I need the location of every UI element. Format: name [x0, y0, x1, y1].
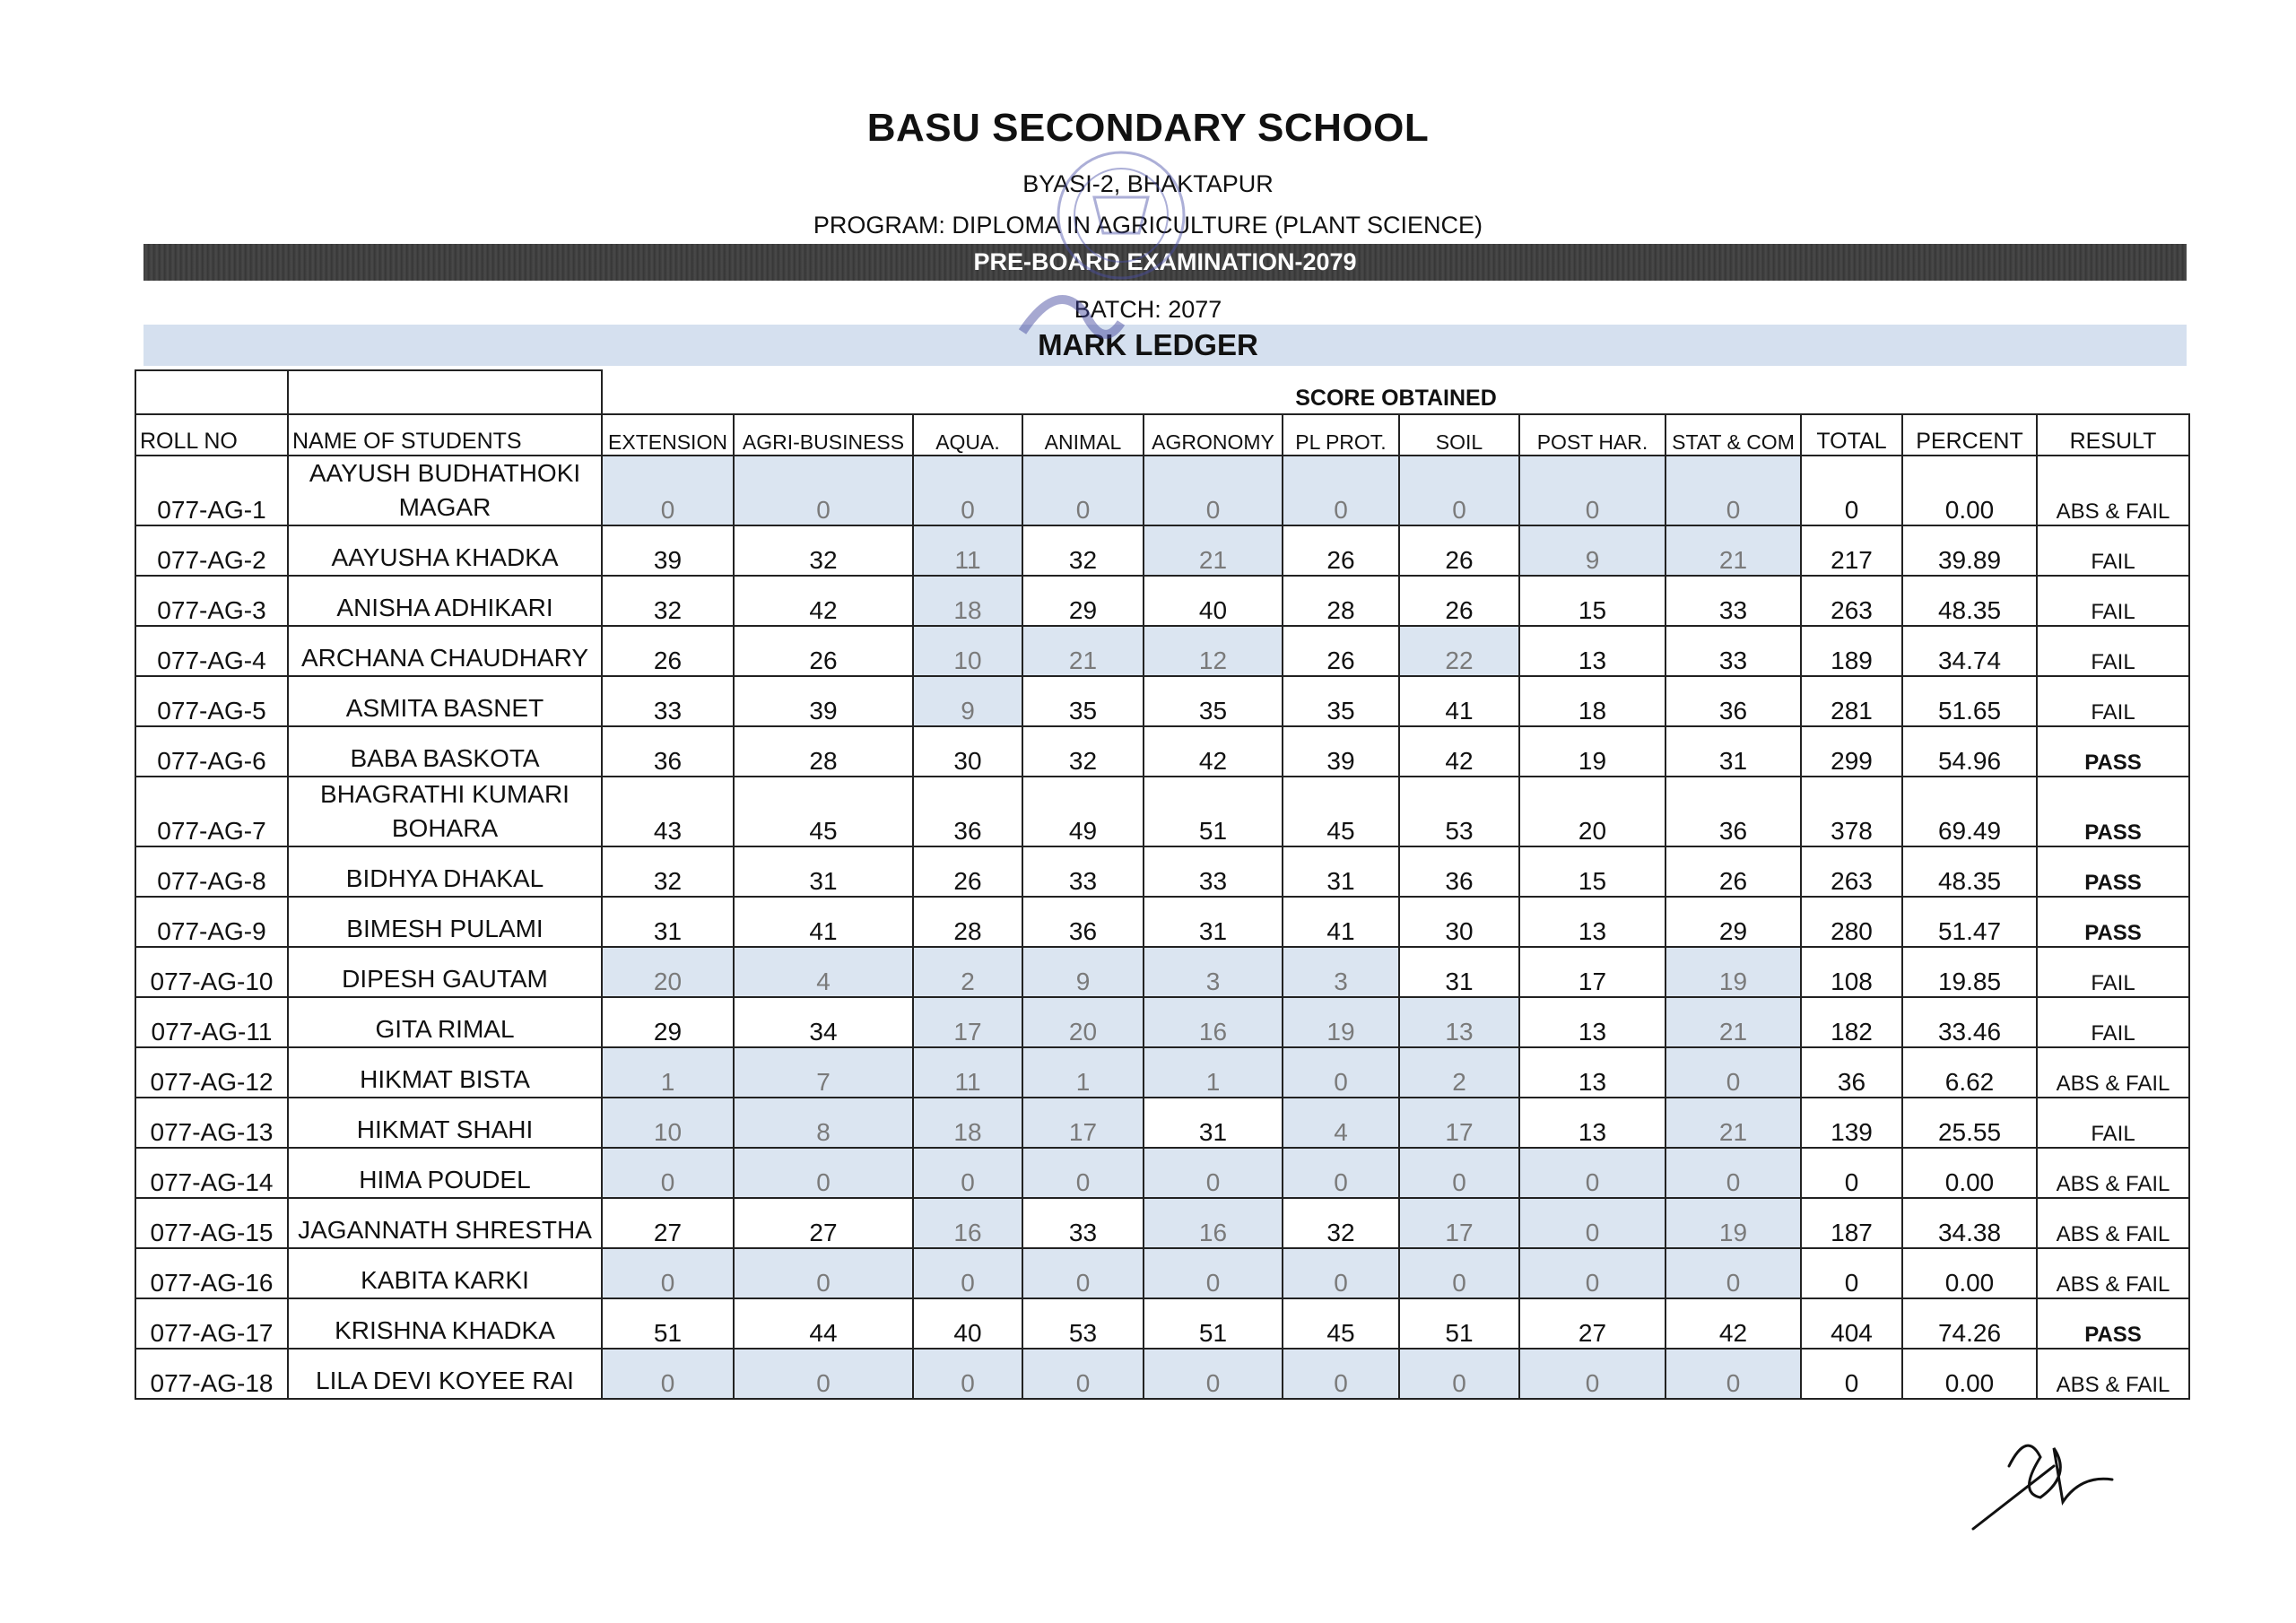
- student-name-cell: AAYUSH BUDHATHOKI MAGAR: [288, 456, 602, 525]
- result-cell: ABS & FAIL: [2037, 1248, 2189, 1298]
- result-cell: FAIL: [2037, 676, 2189, 726]
- subject-mark-cell: 28: [913, 897, 1022, 947]
- subject-mark-cell: 1: [1144, 1047, 1283, 1098]
- subject-mark-cell: 4: [1283, 1098, 1399, 1148]
- subject-mark-cell: 0: [734, 1148, 913, 1198]
- subject-mark-cell: 32: [602, 846, 734, 897]
- subject-mark-cell: 39: [734, 676, 913, 726]
- subject-mark-cell: 0: [913, 456, 1022, 525]
- subject-mark-cell: 42: [734, 576, 913, 626]
- school-address: BYASI-2, BHAKTAPUR: [1022, 170, 1274, 197]
- roll-no-cell: 077-AG-12: [135, 1047, 288, 1098]
- subject-mark-cell: 26: [1283, 525, 1399, 576]
- subject-mark-cell: 21: [1665, 1098, 1801, 1148]
- subject-mark-cell: 51: [1144, 777, 1283, 846]
- roll-no-cell: 077-AG-7: [135, 777, 288, 846]
- subject-mark-cell: 17: [1399, 1098, 1519, 1148]
- subject-mark-cell: 45: [1283, 1298, 1399, 1349]
- subject-mark-cell: 42: [1144, 726, 1283, 777]
- percent-cell: 0.00: [1902, 1349, 2037, 1399]
- subject-mark-cell: 19: [1665, 1198, 1801, 1248]
- student-name-cell: GITA RIMAL: [288, 997, 602, 1047]
- subject-mark-cell: 10: [602, 1098, 734, 1148]
- subject-mark-cell: 13: [1519, 626, 1665, 676]
- subject-mark-cell: 0: [1283, 1349, 1399, 1399]
- subject-mark-cell: 33: [1022, 1198, 1144, 1248]
- student-name-cell: ASMITA BASNET: [288, 676, 602, 726]
- subject-mark-cell: 0: [734, 1349, 913, 1399]
- subject-mark-cell: 16: [1144, 1198, 1283, 1248]
- table-row: [135, 676, 2189, 726]
- roll-no-cell: 077-AG-2: [135, 525, 288, 576]
- roll-no-cell: 077-AG-17: [135, 1298, 288, 1349]
- subject-mark-cell: 30: [913, 726, 1022, 777]
- subject-mark-cell: 10: [913, 626, 1022, 676]
- student-name-cell: DIPESH GAUTAM: [288, 947, 602, 997]
- student-name-cell: BHAGRATHI KUMARI BOHARA: [288, 777, 602, 846]
- subject-mark-cell: 7: [734, 1047, 913, 1098]
- school-name: BASU SECONDARY SCHOOL: [866, 106, 1430, 150]
- col-subject: PL PROT.: [1283, 414, 1399, 456]
- percent-cell: 0.00: [1902, 1148, 2037, 1198]
- subject-mark-cell: 0: [602, 456, 734, 525]
- subject-mark-cell: 19: [1665, 947, 1801, 997]
- total-cell: 217: [1801, 525, 1902, 576]
- subject-mark-cell: 45: [1283, 777, 1399, 846]
- total-cell: 0: [1801, 1349, 1902, 1399]
- percent-cell: 34.38: [1902, 1198, 2037, 1248]
- total-cell: 139: [1801, 1098, 1902, 1148]
- subject-mark-cell: 32: [1022, 525, 1144, 576]
- subject-mark-cell: 0: [1665, 1047, 1801, 1098]
- col-subject: AGRONOMY: [1144, 414, 1283, 456]
- percent-cell: 51.65: [1902, 676, 2037, 726]
- subject-mark-cell: 31: [1144, 897, 1283, 947]
- roll-no-cell: 077-AG-1: [135, 456, 288, 525]
- subject-mark-cell: 13: [1399, 997, 1519, 1047]
- subject-mark-cell: 29: [1022, 576, 1144, 626]
- subject-mark-cell: 0: [1399, 1148, 1519, 1198]
- subject-mark-cell: 21: [1665, 525, 1801, 576]
- subject-mark-cell: 15: [1519, 846, 1665, 897]
- subject-mark-cell: 49: [1022, 777, 1144, 846]
- col-total: TOTAL: [1801, 414, 1902, 456]
- student-name-cell: HIKMAT BISTA: [288, 1047, 602, 1098]
- result-cell: ABS & FAIL: [2037, 1198, 2189, 1248]
- table-row: [135, 947, 2189, 997]
- subject-mark-cell: 20: [1519, 777, 1665, 846]
- subject-mark-cell: 36: [1665, 777, 1801, 846]
- result-cell: FAIL: [2037, 525, 2189, 576]
- subject-mark-cell: 0: [1519, 1148, 1665, 1198]
- subject-mark-cell: 31: [602, 897, 734, 947]
- result-cell: ABS & FAIL: [2037, 456, 2189, 525]
- col-subject: EXTENSION: [602, 414, 734, 456]
- col-subject: SOIL: [1399, 414, 1519, 456]
- roll-no-cell: 077-AG-8: [135, 846, 288, 897]
- percent-cell: 19.85: [1902, 947, 2037, 997]
- subject-mark-cell: 34: [734, 997, 913, 1047]
- subject-mark-cell: 27: [602, 1198, 734, 1248]
- percent-cell: 33.46: [1902, 997, 2037, 1047]
- subject-mark-cell: 51: [602, 1298, 734, 1349]
- percent-cell: 34.74: [1902, 626, 2037, 676]
- subject-mark-cell: 11: [913, 1047, 1022, 1098]
- subject-mark-cell: 0: [1665, 1248, 1801, 1298]
- subject-mark-cell: 0: [602, 1148, 734, 1198]
- percent-cell: 48.35: [1902, 846, 2037, 897]
- subject-mark-cell: 43: [602, 777, 734, 846]
- percent-cell: 51.47: [1902, 897, 2037, 947]
- total-cell: 263: [1801, 576, 1902, 626]
- subject-mark-cell: 0: [1283, 1148, 1399, 1198]
- subject-mark-cell: 42: [1399, 726, 1519, 777]
- subject-mark-cell: 53: [1399, 777, 1519, 846]
- subject-mark-cell: 0: [1519, 1349, 1665, 1399]
- roll-no-cell: 077-AG-11: [135, 997, 288, 1047]
- subject-mark-cell: 26: [1665, 846, 1801, 897]
- subject-mark-cell: 26: [913, 846, 1022, 897]
- subject-mark-cell: 20: [602, 947, 734, 997]
- roll-no-cell: 077-AG-6: [135, 726, 288, 777]
- student-name-cell: AAYUSHA KHADKA: [288, 525, 602, 576]
- subject-mark-cell: 32: [734, 525, 913, 576]
- student-name-cell: BIDHYA DHAKAL: [288, 846, 602, 897]
- exam-title: PRE-BOARD EXAMINATION-2079: [973, 248, 1357, 275]
- subject-mark-cell: 9: [1022, 947, 1144, 997]
- roll-no-cell: 077-AG-14: [135, 1148, 288, 1198]
- table-row: [135, 1098, 2189, 1148]
- table-row: [135, 525, 2189, 576]
- batch-label: BATCH: 2077: [1074, 296, 1222, 323]
- result-cell: FAIL: [2037, 997, 2189, 1047]
- subject-mark-cell: 0: [1022, 1148, 1144, 1198]
- subject-mark-cell: 41: [1283, 897, 1399, 947]
- table-row: [135, 456, 2189, 525]
- roll-no-cell: 077-AG-4: [135, 626, 288, 676]
- student-name-cell: LILA DEVI KOYEE RAI: [288, 1349, 602, 1399]
- subject-mark-cell: 18: [913, 1098, 1022, 1148]
- subject-mark-cell: 16: [913, 1198, 1022, 1248]
- table-row: [135, 1047, 2189, 1098]
- subject-mark-cell: 1: [1022, 1047, 1144, 1098]
- student-name-cell: BIMESH PULAMI: [288, 897, 602, 947]
- total-cell: 281: [1801, 676, 1902, 726]
- percent-cell: 74.26: [1902, 1298, 2037, 1349]
- percent-cell: 69.49: [1902, 777, 2037, 846]
- subject-mark-cell: 39: [1283, 726, 1399, 777]
- subject-mark-cell: 36: [913, 777, 1022, 846]
- subject-mark-cell: 32: [1022, 726, 1144, 777]
- subject-mark-cell: 0: [1283, 456, 1399, 525]
- subject-mark-cell: 31: [1283, 846, 1399, 897]
- roll-no-cell: 077-AG-5: [135, 676, 288, 726]
- student-name-cell: KRISHNA KHADKA: [288, 1298, 602, 1349]
- table-row: [135, 576, 2189, 626]
- subject-mark-cell: 32: [602, 576, 734, 626]
- subject-mark-cell: 11: [913, 525, 1022, 576]
- subject-mark-cell: 0: [1399, 456, 1519, 525]
- table-row: [135, 846, 2189, 897]
- mark-ledger-table: [135, 369, 2190, 1400]
- result-cell: PASS: [2037, 726, 2189, 777]
- roll-no-cell: 077-AG-13: [135, 1098, 288, 1148]
- ledger-title: MARK LEDGER: [1038, 328, 1258, 361]
- subject-mark-cell: 0: [602, 1349, 734, 1399]
- col-subject: POST HAR.: [1519, 414, 1665, 456]
- subject-mark-cell: 51: [1399, 1298, 1519, 1349]
- percent-cell: 0.00: [1902, 1248, 2037, 1298]
- subject-mark-cell: 26: [734, 626, 913, 676]
- subject-mark-cell: 26: [602, 626, 734, 676]
- total-cell: 0: [1801, 1148, 1902, 1198]
- subject-mark-cell: 12: [1144, 626, 1283, 676]
- score-obtained-header: SCORE OBTAINED: [1295, 386, 1497, 411]
- subject-mark-cell: 0: [913, 1248, 1022, 1298]
- subject-mark-cell: 17: [1519, 947, 1665, 997]
- table-row: [135, 626, 2189, 676]
- subject-mark-cell: 41: [1399, 676, 1519, 726]
- student-name-cell: JAGANNATH SHRESTHA: [288, 1198, 602, 1248]
- subject-mark-cell: 19: [1283, 997, 1399, 1047]
- result-cell: PASS: [2037, 897, 2189, 947]
- subject-mark-cell: 17: [1399, 1198, 1519, 1248]
- subject-mark-cell: 0: [1519, 1198, 1665, 1248]
- subject-mark-cell: 28: [734, 726, 913, 777]
- subject-mark-cell: 0: [602, 1248, 734, 1298]
- subject-mark-cell: 0: [1283, 1047, 1399, 1098]
- subject-mark-cell: 0: [1665, 1148, 1801, 1198]
- percent-cell: 6.62: [1902, 1047, 2037, 1098]
- subject-mark-cell: 2: [1399, 1047, 1519, 1098]
- table-row: [135, 997, 2189, 1047]
- student-name-cell: BABA BASKOTA: [288, 726, 602, 777]
- subject-mark-cell: 36: [602, 726, 734, 777]
- roll-no-cell: 077-AG-3: [135, 576, 288, 626]
- subject-mark-cell: 0: [1283, 1248, 1399, 1298]
- subject-mark-cell: 16: [1144, 997, 1283, 1047]
- blank-header-cell: [288, 370, 602, 414]
- subject-mark-cell: 22: [1399, 626, 1519, 676]
- subject-mark-cell: 0: [913, 1148, 1022, 1198]
- subject-mark-cell: 0: [1519, 1248, 1665, 1298]
- subject-mark-cell: 42: [1665, 1298, 1801, 1349]
- result-cell: FAIL: [2037, 947, 2189, 997]
- roll-no-cell: 077-AG-9: [135, 897, 288, 947]
- total-cell: 189: [1801, 626, 1902, 676]
- result-cell: PASS: [2037, 777, 2189, 846]
- subject-mark-cell: 8: [734, 1098, 913, 1148]
- subject-mark-cell: 40: [1144, 576, 1283, 626]
- subject-mark-cell: 31: [1665, 726, 1801, 777]
- result-cell: ABS & FAIL: [2037, 1148, 2189, 1198]
- subject-mark-cell: 33: [602, 676, 734, 726]
- subject-mark-cell: 13: [1519, 897, 1665, 947]
- table-top-row: [135, 370, 2189, 414]
- subject-mark-cell: 28: [1283, 576, 1399, 626]
- subject-mark-cell: 0: [1022, 456, 1144, 525]
- subject-mark-cell: 0: [1022, 1248, 1144, 1298]
- student-name-cell: ARCHANA CHAUDHARY: [288, 626, 602, 676]
- subject-mark-cell: 19: [1519, 726, 1665, 777]
- col-subject: AQUA.: [913, 414, 1022, 456]
- subject-mark-cell: 3: [1144, 947, 1283, 997]
- subject-mark-cell: 30: [1399, 897, 1519, 947]
- total-cell: 378: [1801, 777, 1902, 846]
- subject-mark-cell: 27: [734, 1198, 913, 1248]
- table-row: [135, 777, 2189, 846]
- subject-mark-cell: 36: [1022, 897, 1144, 947]
- subject-mark-cell: 29: [1665, 897, 1801, 947]
- col-roll-no: ROLL NO: [135, 414, 288, 456]
- total-cell: 299: [1801, 726, 1902, 777]
- subject-mark-cell: 0: [1022, 1349, 1144, 1399]
- subject-mark-cell: 2: [913, 947, 1022, 997]
- program-title: PROGRAM: DIPLOMA IN AGRICULTURE (PLANT SCIENCE): [813, 212, 1483, 239]
- subject-mark-cell: 21: [1022, 626, 1144, 676]
- subject-mark-cell: 1: [602, 1047, 734, 1098]
- total-cell: 182: [1801, 997, 1902, 1047]
- result-cell: FAIL: [2037, 1098, 2189, 1148]
- percent-cell: 39.89: [1902, 525, 2037, 576]
- subject-mark-cell: 13: [1519, 997, 1665, 1047]
- subject-mark-cell: 0: [1665, 456, 1801, 525]
- subject-mark-cell: 35: [1022, 676, 1144, 726]
- subject-mark-cell: 0: [1519, 456, 1665, 525]
- table-row: [135, 1248, 2189, 1298]
- table-row: [135, 1198, 2189, 1248]
- total-cell: 263: [1801, 846, 1902, 897]
- subject-mark-cell: 0: [734, 456, 913, 525]
- table-row: [135, 897, 2189, 947]
- percent-cell: 54.96: [1902, 726, 2037, 777]
- subject-mark-cell: 33: [1144, 846, 1283, 897]
- percent-cell: 0.00: [1902, 456, 2037, 525]
- subject-mark-cell: 35: [1283, 676, 1399, 726]
- roll-no-cell: 077-AG-15: [135, 1198, 288, 1248]
- subject-mark-cell: 0: [1665, 1349, 1801, 1399]
- roll-no-cell: 077-AG-18: [135, 1349, 288, 1399]
- subject-mark-cell: 0: [913, 1349, 1022, 1399]
- table-row: [135, 1349, 2189, 1399]
- table-row: [135, 1298, 2189, 1349]
- subject-mark-cell: 35: [1144, 676, 1283, 726]
- table-row: [135, 726, 2189, 777]
- col-percent: PERCENT: [1902, 414, 2037, 456]
- subject-mark-cell: 26: [1399, 525, 1519, 576]
- subject-mark-cell: 0: [1399, 1248, 1519, 1298]
- result-cell: ABS & FAIL: [2037, 1047, 2189, 1098]
- subject-mark-cell: 33: [1665, 576, 1801, 626]
- subject-mark-cell: 36: [1399, 846, 1519, 897]
- subject-mark-cell: 9: [1519, 525, 1665, 576]
- result-cell: ABS & FAIL: [2037, 1349, 2189, 1399]
- student-name-cell: HIMA POUDEL: [288, 1148, 602, 1198]
- subject-mark-cell: 13: [1519, 1098, 1665, 1148]
- col-subject: AGRI-BUSINESS: [734, 414, 913, 456]
- exam-banner: [144, 244, 2187, 281]
- subject-mark-cell: 31: [1399, 947, 1519, 997]
- subject-mark-cell: 31: [1144, 1098, 1283, 1148]
- total-cell: 0: [1801, 456, 1902, 525]
- blank-header-cell: [135, 370, 288, 414]
- subject-mark-cell: 21: [1144, 525, 1283, 576]
- roll-no-cell: 077-AG-16: [135, 1248, 288, 1298]
- signature: [1955, 1412, 2117, 1538]
- col-subject: STAT & COM: [1665, 414, 1801, 456]
- subject-mark-cell: 31: [734, 846, 913, 897]
- student-name-cell: ANISHA ADHIKARI: [288, 576, 602, 626]
- roll-no-cell: 077-AG-10: [135, 947, 288, 997]
- subject-mark-cell: 4: [734, 947, 913, 997]
- subject-mark-cell: 18: [913, 576, 1022, 626]
- subject-mark-cell: 18: [1519, 676, 1665, 726]
- percent-cell: 48.35: [1902, 576, 2037, 626]
- subject-mark-cell: 39: [602, 525, 734, 576]
- subject-mark-cell: 0: [1144, 1248, 1283, 1298]
- student-name-cell: KABITA KARKI: [288, 1248, 602, 1298]
- col-result: RESULT: [2037, 414, 2189, 456]
- subject-mark-cell: 45: [734, 777, 913, 846]
- subject-mark-cell: 0: [1144, 1148, 1283, 1198]
- subject-mark-cell: 0: [734, 1248, 913, 1298]
- subject-mark-cell: 26: [1399, 576, 1519, 626]
- result-cell: PASS: [2037, 1298, 2189, 1349]
- subject-mark-cell: 32: [1283, 1198, 1399, 1248]
- subject-mark-cell: 44: [734, 1298, 913, 1349]
- subject-mark-cell: 21: [1665, 997, 1801, 1047]
- table-row: [135, 1148, 2189, 1198]
- total-cell: 404: [1801, 1298, 1902, 1349]
- subject-mark-cell: 9: [913, 676, 1022, 726]
- col-student-name: NAME OF STUDENTS: [288, 414, 602, 456]
- total-cell: 108: [1801, 947, 1902, 997]
- result-cell: PASS: [2037, 846, 2189, 897]
- result-cell: FAIL: [2037, 626, 2189, 676]
- subject-mark-cell: 33: [1665, 626, 1801, 676]
- subject-mark-cell: 20: [1022, 997, 1144, 1047]
- subject-mark-cell: 15: [1519, 576, 1665, 626]
- subject-mark-cell: 17: [913, 997, 1022, 1047]
- subject-mark-cell: 53: [1022, 1298, 1144, 1349]
- student-name-cell: HIKMAT SHAHI: [288, 1098, 602, 1148]
- subject-mark-cell: 40: [913, 1298, 1022, 1349]
- subject-mark-cell: 51: [1144, 1298, 1283, 1349]
- subject-mark-cell: 0: [1144, 1349, 1283, 1399]
- subject-mark-cell: 3: [1283, 947, 1399, 997]
- subject-mark-cell: 41: [734, 897, 913, 947]
- subject-mark-cell: 27: [1519, 1298, 1665, 1349]
- total-cell: 187: [1801, 1198, 1902, 1248]
- column-header-row: [135, 414, 2189, 456]
- total-cell: 36: [1801, 1047, 1902, 1098]
- subject-mark-cell: 36: [1665, 676, 1801, 726]
- subject-mark-cell: 17: [1022, 1098, 1144, 1148]
- subject-mark-cell: 13: [1519, 1047, 1665, 1098]
- subject-mark-cell: 26: [1283, 626, 1399, 676]
- subject-mark-cell: 29: [602, 997, 734, 1047]
- col-subject: ANIMAL: [1022, 414, 1144, 456]
- total-cell: 280: [1801, 897, 1902, 947]
- result-cell: FAIL: [2037, 576, 2189, 626]
- subject-mark-cell: 0: [1144, 456, 1283, 525]
- subject-mark-cell: 0: [1399, 1349, 1519, 1399]
- subject-mark-cell: 33: [1022, 846, 1144, 897]
- percent-cell: 25.55: [1902, 1098, 2037, 1148]
- total-cell: 0: [1801, 1248, 1902, 1298]
